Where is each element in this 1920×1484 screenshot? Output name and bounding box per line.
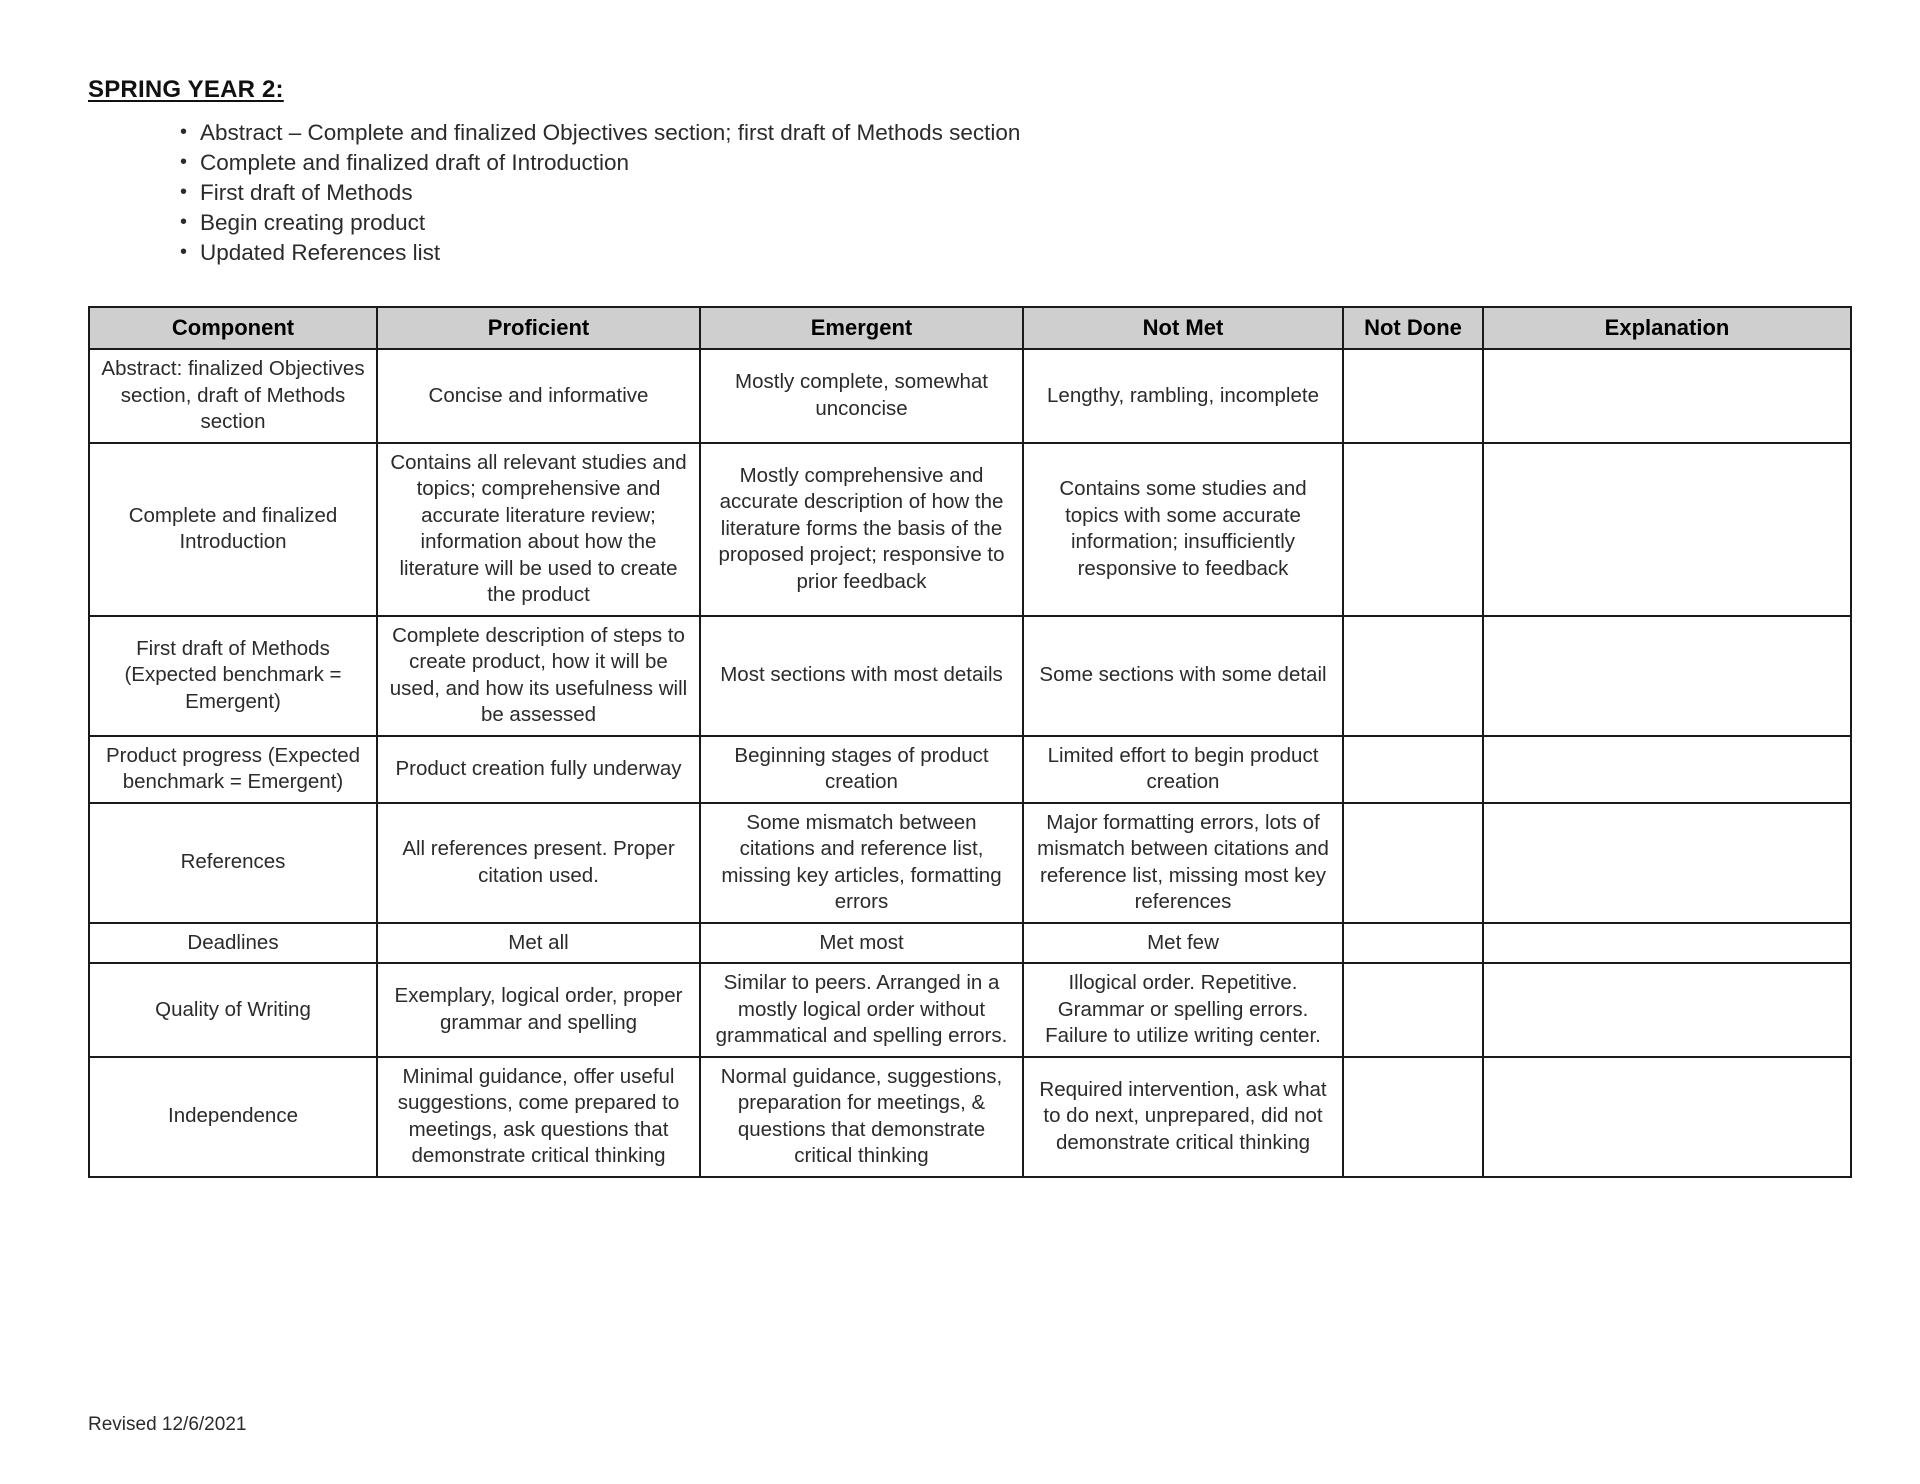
cell-explanation[interactable]	[1483, 736, 1851, 803]
cell-explanation[interactable]	[1483, 803, 1851, 923]
revision-footer: Revised 12/6/2021	[88, 1414, 247, 1435]
table-row	[89, 803, 1851, 923]
cell-component: Deadlines	[89, 923, 377, 964]
cell-not-met: Required intervention, ask what to do next, unprepared, did not demonstrate critical thinking	[1023, 1057, 1343, 1177]
list-item: • Complete and finalized draft of Introduction	[178, 148, 1478, 178]
list-item: • First draft of Methods	[178, 178, 1478, 208]
cell-emergent: Similar to peers. Arranged in a mostly logical order without grammatical and spelling errors.	[700, 963, 1023, 1057]
cell-explanation[interactable]	[1483, 616, 1851, 736]
cell-proficient: Contains all relevant studies and topics; comprehensive and accurate literature review; information about how the literature will be used to create the product	[377, 443, 700, 616]
cell-not-done[interactable]	[1343, 803, 1483, 923]
column-header-not-done: Not Done	[1343, 307, 1483, 349]
cell-not-met: Limited effort to begin product creation	[1023, 736, 1343, 803]
table-row	[89, 349, 1851, 443]
cell-not-met: Major formatting errors, lots of mismatch between citations and reference list, missing most key references	[1023, 803, 1343, 923]
cell-emergent: Most sections with most details	[700, 616, 1023, 736]
cell-emergent: Normal guidance, suggestions, preparation for meetings, & questions that demonstrate critical thinking	[700, 1057, 1023, 1177]
list-item: • Begin creating product	[178, 208, 1478, 238]
cell-emergent: Mostly comprehensive and accurate description of how the literature forms the basis of the proposed project; responsive to prior feedback	[700, 443, 1023, 616]
cell-not-done[interactable]	[1343, 736, 1483, 803]
column-header-not-met: Not Met	[1023, 307, 1343, 349]
page-title: SPRING YEAR 2:	[88, 76, 284, 103]
rubric-table	[88, 306, 1852, 1178]
column-header-explanation: Explanation	[1483, 307, 1851, 349]
table-row	[89, 736, 1851, 803]
cell-not-done[interactable]	[1343, 963, 1483, 1057]
table-row	[89, 443, 1851, 616]
list-item: • Updated References list	[178, 238, 1478, 268]
cell-not-done[interactable]	[1343, 616, 1483, 736]
cell-not-met: Lengthy, rambling, incomplete	[1023, 349, 1343, 443]
cell-proficient: Concise and informative	[377, 349, 700, 443]
cell-not-met: Met few	[1023, 923, 1343, 964]
cell-not-met: Illogical order. Repetitive. Grammar or spelling errors. Failure to utilize writing center.	[1023, 963, 1343, 1057]
cell-explanation[interactable]	[1483, 963, 1851, 1057]
cell-not-done[interactable]	[1343, 443, 1483, 616]
cell-not-done[interactable]	[1343, 1057, 1483, 1177]
cell-not-met: Some sections with some detail	[1023, 616, 1343, 736]
cell-proficient: Minimal guidance, offer useful suggestions, come prepared to meetings, ask questions that demonstrate critical thinking	[377, 1057, 700, 1177]
cell-component: Product progress (Expected benchmark = Emergent)	[89, 736, 377, 803]
cell-component: Quality of Writing	[89, 963, 377, 1057]
cell-component: References	[89, 803, 377, 923]
cell-component: Complete and finalized Introduction	[89, 443, 377, 616]
cell-explanation[interactable]	[1483, 923, 1851, 964]
column-header-proficient: Proficient	[377, 307, 700, 349]
column-header-component: Component	[89, 307, 377, 349]
table-row	[89, 963, 1851, 1057]
cell-component: First draft of Methods (Expected benchmark = Emergent)	[89, 616, 377, 736]
cell-emergent: Mostly complete, somewhat unconcise	[700, 349, 1023, 443]
cell-not-done[interactable]	[1343, 923, 1483, 964]
table-row	[89, 923, 1851, 964]
cell-explanation[interactable]	[1483, 1057, 1851, 1177]
cell-emergent: Beginning stages of product creation	[700, 736, 1023, 803]
cell-component: Abstract: finalized Objectives section, draft of Methods section	[89, 349, 377, 443]
list-item: • Abstract – Complete and finalized Objectives section; first draft of Methods section	[178, 118, 1478, 148]
cell-not-met: Contains some studies and topics with some accurate information; insufficiently responsive to feedback	[1023, 443, 1343, 616]
rubric-table-container	[88, 306, 1850, 1178]
cell-explanation[interactable]	[1483, 349, 1851, 443]
cell-proficient: Exemplary, logical order, proper grammar and spelling	[377, 963, 700, 1057]
cell-proficient: Complete description of steps to create product, how it will be used, and how its usefulness will be assessed	[377, 616, 700, 736]
cell-proficient: Met all	[377, 923, 700, 964]
column-header-emergent: Emergent	[700, 307, 1023, 349]
cell-component: Independence	[89, 1057, 377, 1177]
cell-proficient: All references present. Proper citation used.	[377, 803, 700, 923]
table-header-row	[89, 307, 1851, 349]
cell-emergent: Met most	[700, 923, 1023, 964]
cell-emergent: Some mismatch between citations and reference list, missing key articles, formatting errors	[700, 803, 1023, 923]
deliverables-list	[178, 118, 1478, 268]
table-row	[89, 1057, 1851, 1177]
cell-not-done[interactable]	[1343, 349, 1483, 443]
table-row	[89, 616, 1851, 736]
cell-explanation[interactable]	[1483, 443, 1851, 616]
cell-proficient: Product creation fully underway	[377, 736, 700, 803]
